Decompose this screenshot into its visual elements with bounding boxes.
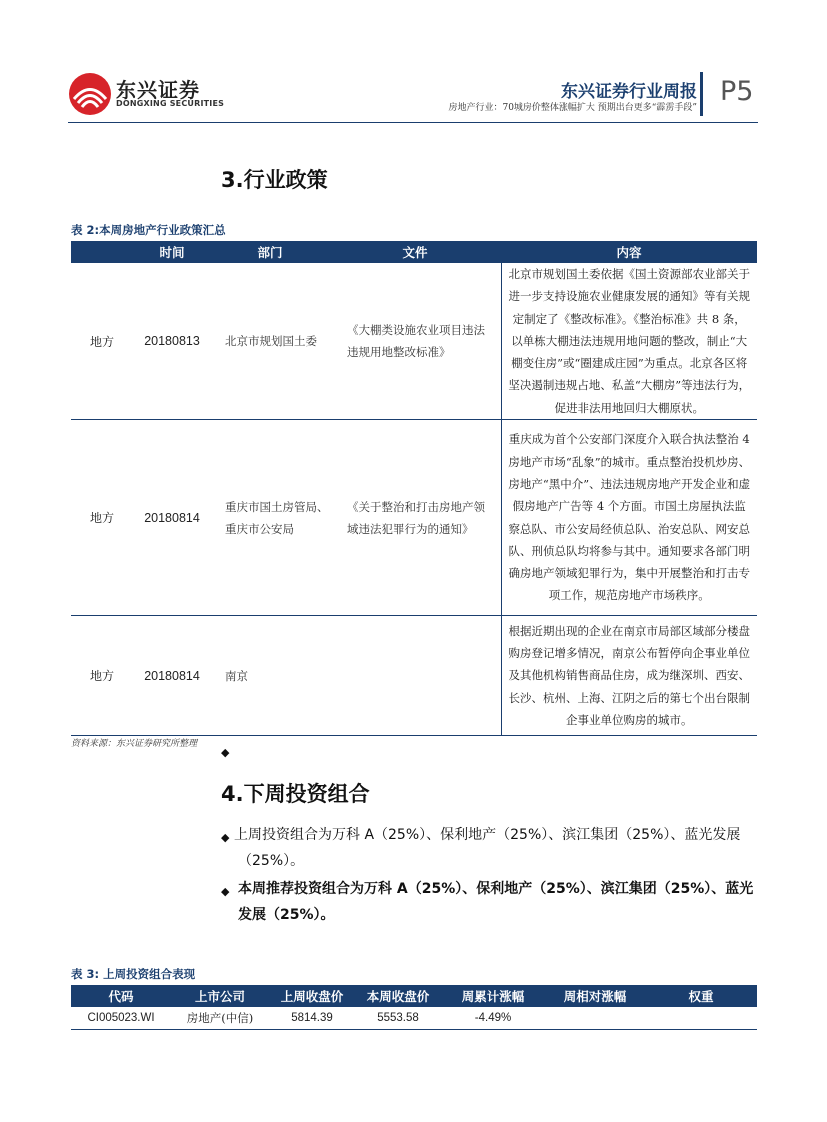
header-cell-code: 代码 [71, 985, 171, 1007]
header-cell-last-close: 上周收盘价 [269, 985, 355, 1007]
cell-dept: 重庆市国土房管局、重庆市公安局 [211, 420, 329, 616]
diamond-bullet-icon: ◆ [221, 746, 230, 759]
cell-this-close: 5553.58 [355, 1007, 441, 1030]
cell-area: 地方 [71, 420, 133, 616]
cell-weight [645, 1007, 757, 1030]
header-cell-blank [71, 241, 133, 263]
cell-dept: 北京市规划国土委 [211, 263, 329, 420]
this-week-portfolio-text: 本周推荐投资组合为万科 A（25%）、保利地产（25%）、滨江集团（25%）、蓝光发展（25%）。 [238, 881, 754, 923]
cell-rel-change [545, 1007, 645, 1030]
cell-cum-change: -4.49% [441, 1007, 545, 1030]
portfolio-table [71, 985, 757, 1030]
header-cell-rel-change: 周相对涨幅 [545, 985, 645, 1007]
table-row [71, 616, 757, 736]
table-row [71, 420, 757, 616]
header-cell-cum-change: 周累计涨幅 [441, 985, 545, 1007]
section-title-policy: 3.行业政策 [221, 168, 328, 192]
cell-date: 20180813 [133, 263, 211, 420]
section-title-portfolio: 4.下周投资组合 [221, 782, 370, 806]
portfolio-table-header [71, 985, 757, 1007]
cell-content: 根据近期出现的企业在南京市局部区域部分楼盘购房登记增多情况，南京公布暂停向企事业单位及其他机构销售商品住房，成为继深圳、西安、长沙、杭州、上海、江阴之后的第七个出台限制企事业单位购房的城市。 [501, 616, 757, 736]
cell-code: CI005023.WI [71, 1007, 171, 1030]
dongxing-logo-icon [68, 72, 112, 116]
cell-content: 北京市规划国土委依据《国土资源部农业部关于进一步支持设施农业健康发展的通知》等有关规定制定了《整改标准》。《整治标准》共 8 条，以单栋大棚违法违规用地问题的整改，制止“大棚变住房”或“圈建成庄园”为重点。北京各区将坚决遏制违规占地、私盖“大棚房”等违法行为，促进非法用地回归大棚原状。 [501, 263, 757, 420]
table-row [71, 263, 757, 420]
table2-caption: 表 2:本周房地产行业政策汇总 [71, 223, 226, 237]
header-divider [700, 72, 703, 116]
cell-date: 20180814 [133, 420, 211, 616]
cell-last-close: 5814.39 [269, 1007, 355, 1030]
last-week-portfolio-text: 上周投资组合为万科 A（25%）、保利地产（25%）、滨江集团（25%）、蓝光发展（25%）。 [234, 827, 741, 869]
cell-content: 重庆成为首个公安部门深度介入联合执法整治 4 房地产市场“乱象”的城市。重点整治投机炒房、房地产“黑中介”、违法违规房地产开发企业和虚假房地产广告等 4 个方面。市国土房屋执法监察总队、市公安局经侦总队、治安总队、网安总队、刑侦总队均将参与其中。通知要求各部门明确房地产领域犯罪行为，集中开展整治和打击专项工作，规范房地产市场秩序。 [501, 420, 757, 616]
header-cell-content: 内容 [501, 241, 757, 263]
table-row [71, 1007, 757, 1030]
header-cell-weight: 权重 [645, 985, 757, 1007]
header-rule [68, 122, 758, 123]
report-title: 东兴证券行业周报 [561, 82, 697, 102]
cell-file: 《关于整治和打击房地产领域违法犯罪行为的通知》 [329, 420, 501, 616]
cell-file: 《大棚类设施农业项目违法违规用地整改标准》 [329, 263, 501, 420]
cell-area: 地方 [71, 616, 133, 736]
diamond-bullet-icon: ◆ [221, 885, 230, 898]
report-subtitle: 房地产行业：70城房价整体涨幅扩大 预期出台更多“霹雳手段” [448, 103, 697, 113]
cell-area: 地方 [71, 263, 133, 420]
logo-text-en: DONGXING SECURITIES [116, 99, 225, 108]
diamond-bullet-icon: ◆ [221, 831, 230, 844]
header-cell-dept: 部门 [211, 241, 329, 263]
logo-text-cn: 东兴证券 [116, 78, 200, 102]
page-number: P5 [720, 76, 754, 107]
header-cell-company: 上市公司 [171, 985, 269, 1007]
cell-dept: 南京 [211, 616, 329, 736]
header-cell-time: 时间 [133, 241, 211, 263]
policy-table-header [71, 241, 757, 263]
table2-source: 资料来源：东兴证券研究所整理 [71, 739, 198, 749]
cell-company: 房地产(中信) [171, 1007, 269, 1030]
policy-table [71, 241, 757, 736]
header-cell-file: 文件 [329, 241, 501, 263]
table3-caption: 表 3: 上周投资组合表现 [71, 967, 196, 981]
cell-file [329, 616, 501, 736]
cell-date: 20180814 [133, 616, 211, 736]
header-cell-this-close: 本周收盘价 [355, 985, 441, 1007]
